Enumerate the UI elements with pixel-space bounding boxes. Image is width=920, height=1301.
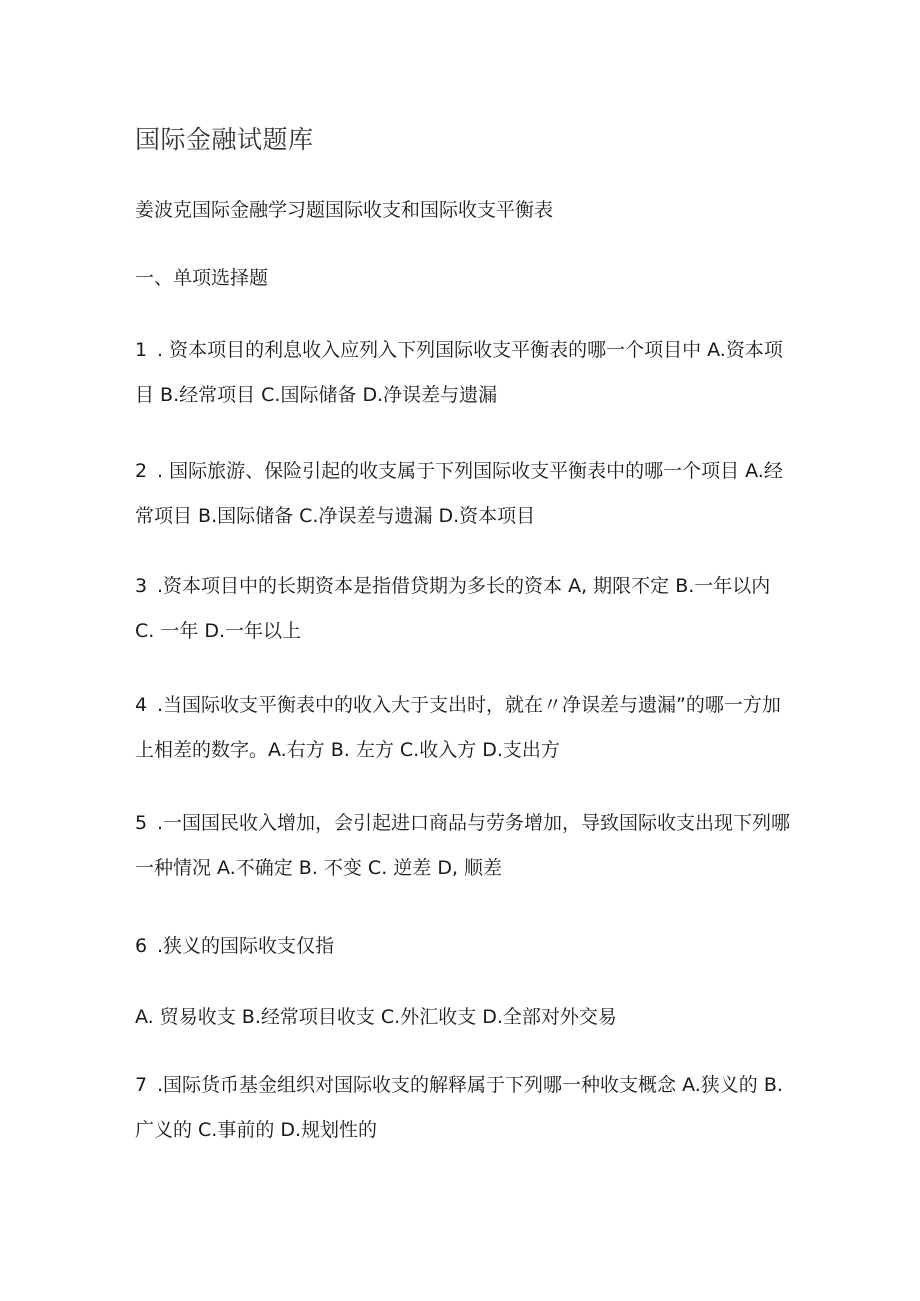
question-text: . 国际旅游、保险引起的收支属于下列国际收支平衡表中的哪一个项目 A.经常项目 B.国际储备 C.净误差与遗漏 D.资本项目 xyxy=(135,460,783,527)
question-number: 4 xyxy=(135,694,148,716)
question-3 xyxy=(135,564,795,654)
question-number: 1 xyxy=(135,339,148,361)
question-number: 6 xyxy=(135,935,148,957)
question-1 xyxy=(135,328,795,418)
question-number: 3 xyxy=(135,575,148,597)
document-title: 国际金融试题库 xyxy=(135,125,314,154)
section-heading: 一、单项选择题 xyxy=(135,267,269,289)
question-text: .国际货币基金组织对国际收支的解释属于下列哪一种收支概念 A.狭义的 B.广义的 C.事前的 D.规划性的 xyxy=(135,1074,783,1141)
question-number: 7 xyxy=(135,1074,148,1096)
question-7 xyxy=(135,1063,795,1153)
document-subtitle: 姜波克国际金融学习题国际收支和国际收支平衡表 xyxy=(135,199,554,221)
question-2 xyxy=(135,449,795,539)
question-5 xyxy=(135,801,795,891)
question-6 xyxy=(135,924,795,969)
question-text: A. 贸易收支 B.经常项目收支 C.外汇收支 D.全部对外交易 xyxy=(135,1006,617,1028)
question-text: . 资本项目的利息收入应列入下列国际收支平衡表的哪一个项目中 A.资本项目 B.经常项目 C.国际储备 D.净误差与遗漏 xyxy=(135,339,783,406)
question-text: .当国际收支平衡表中的收入大于支出时，就在〃净误差与遗漏”的哪一方加上相差的数字。A.右方 B. 左方 C.收入方 D.支出方 xyxy=(135,694,781,761)
question-text: .一国国民收入增加，会引起进口商品与劳务增加，导致国际收支出现下列哪一种情况 A.不确定 B. 不变 C. 逆差 D, 顺差 xyxy=(135,812,791,879)
question-4 xyxy=(135,683,795,773)
question-6-options xyxy=(135,995,795,1040)
question-number: 5 xyxy=(135,812,148,834)
question-text: .资本项目中的长期资本是指借贷期为多长的资本 A, 期限不定 B.一年以内 C. 一年 D.一年以上 xyxy=(135,575,771,642)
question-text: .狭义的国际收支仅指 xyxy=(157,935,335,957)
question-number: 2 xyxy=(135,460,148,482)
